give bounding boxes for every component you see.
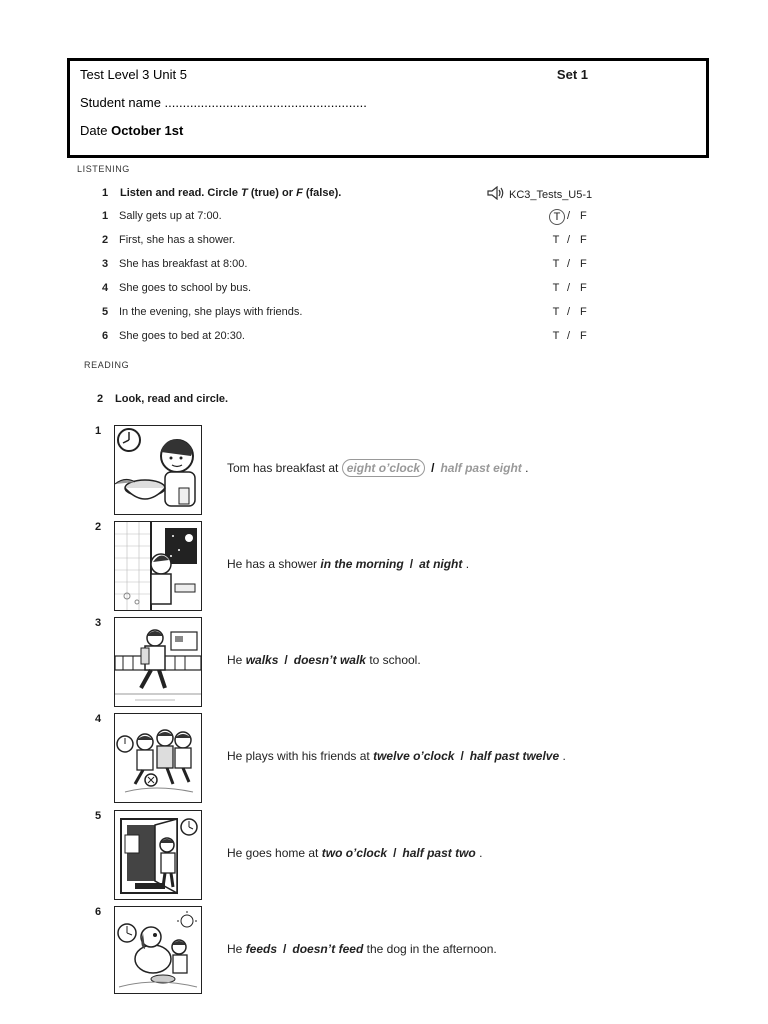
tf-separator: / [567, 234, 571, 246]
instruction-part: (false). [302, 187, 342, 199]
reading-item [95, 521, 655, 613]
true-option[interactable]: T [552, 306, 560, 318]
tf-separator: / [567, 306, 571, 318]
tf-separator: / [567, 258, 571, 270]
item-number: 1 [95, 425, 102, 437]
option-1[interactable]: walks [245, 653, 279, 667]
reading-sentence [227, 846, 482, 860]
option-1[interactable]: in the morning [320, 557, 404, 571]
tf-row [102, 234, 592, 250]
option-separator: / [431, 461, 435, 475]
item-number: 6 [95, 906, 102, 918]
option-separator: / [460, 749, 464, 763]
boy-eating-cereal-clock-image [114, 425, 202, 515]
reading-sentence [227, 942, 497, 956]
instruction-f: F [296, 187, 303, 199]
item-number: 4 [95, 713, 102, 725]
option-separator: / [393, 846, 397, 860]
item-number: 2 [95, 521, 102, 533]
test-title: Test Level 3 Unit 5 [80, 67, 187, 82]
true-option[interactable]: T [552, 258, 560, 270]
audio-track[interactable] [487, 186, 592, 203]
audio-file-label: KC3_Tests_U5-1 [509, 188, 593, 201]
instruction-part: Listen and read. Circle [120, 187, 242, 199]
speaker-icon [487, 186, 505, 203]
sentence-text: . [465, 557, 470, 571]
tf-row [102, 258, 592, 274]
tf-row [102, 306, 592, 322]
tf-statement: She goes to bed at 20:30. [119, 330, 245, 342]
tf-statement: She goes to school by bus. [119, 282, 252, 294]
sentence-text: . [479, 846, 483, 860]
header-box [67, 58, 709, 158]
option-separator: / [283, 942, 287, 956]
boy-walking-to-school-image [114, 617, 202, 707]
reading-sentence [227, 461, 528, 475]
tf-separator: / [567, 282, 571, 294]
date-line [80, 123, 183, 138]
option-2[interactable]: at night [419, 557, 463, 571]
false-option[interactable]: F [580, 306, 587, 318]
tf-number: 6 [102, 330, 109, 342]
listening-number: 1 [102, 187, 109, 199]
sentence-text: . [562, 749, 566, 763]
option-2[interactable]: half past eight [440, 461, 522, 475]
tf-number: 1 [102, 210, 109, 222]
item-number: 3 [95, 617, 102, 629]
option-separator: / [284, 653, 288, 667]
option-1[interactable]: twelve o’clock [373, 749, 455, 763]
sentence-text: to school. [369, 653, 421, 667]
tf-row [102, 210, 592, 226]
tf-statement: She has breakfast at 8:00. [119, 258, 248, 270]
false-option[interactable]: F [580, 330, 587, 342]
boy-shower-night-image [114, 521, 202, 611]
item-number: 5 [95, 810, 102, 822]
reading-sentence [227, 749, 566, 763]
option-1[interactable]: two o’clock [321, 846, 388, 860]
boys-playing-football-image [114, 713, 202, 803]
reading-item [95, 906, 655, 998]
listening-section-title: LISTENING [77, 164, 130, 174]
sentence-text: He [227, 942, 243, 956]
sentence-text: Tom has breakfast at [227, 461, 339, 475]
reading-sentence [227, 653, 421, 667]
tf-separator: / [567, 330, 571, 342]
tf-statement: First, she has a shower. [119, 234, 236, 246]
option-2[interactable]: doesn’t walk [293, 653, 366, 667]
instruction-part: (true) or [247, 187, 297, 199]
reading-number: 2 [97, 393, 104, 405]
true-option[interactable]: T [552, 234, 560, 246]
reading-item [95, 713, 655, 805]
listening-instruction [102, 187, 341, 199]
option-2[interactable]: doesn’t feed [292, 942, 364, 956]
option-2[interactable]: half past two [402, 846, 476, 860]
false-option[interactable]: F [580, 282, 587, 294]
false-option[interactable]: F [580, 234, 587, 246]
instruction-t: T [241, 187, 248, 199]
sentence-text: He plays with his friends at [227, 749, 370, 763]
reading-item [95, 617, 655, 709]
reading-item [95, 425, 655, 517]
instruction-text: Look, read and circle. [115, 393, 229, 405]
option-1[interactable]: feeds [245, 942, 278, 956]
tf-statement: Sally gets up at 7:00. [119, 210, 222, 222]
tf-number: 3 [102, 258, 109, 270]
option-2[interactable]: half past twelve [469, 749, 560, 763]
tf-number: 4 [102, 282, 109, 294]
reading-section-title: READING [84, 360, 130, 370]
sentence-text: He has a shower [227, 557, 318, 571]
sentence-text: . [525, 461, 529, 475]
sentence-text: He goes home at [227, 846, 319, 860]
boy-at-front-door-image [114, 810, 202, 900]
date-value: October 1st [111, 123, 184, 138]
true-option[interactable]: T [549, 209, 565, 225]
tf-number: 5 [102, 306, 109, 318]
tf-row [102, 282, 592, 298]
date-label: Date [80, 123, 108, 138]
tf-statement: In the evening, she plays with friends. [119, 306, 303, 318]
false-option[interactable]: F [580, 258, 587, 270]
option-1[interactable]: eight o’clock [342, 459, 425, 477]
true-option[interactable]: T [552, 282, 560, 294]
reading-item [95, 810, 655, 902]
reading-instruction [97, 393, 228, 405]
tf-separator: / [567, 210, 571, 222]
sentence-text: the dog in the afternoon. [366, 942, 497, 956]
true-option[interactable]: T [552, 330, 560, 342]
sentence-text: He [227, 653, 243, 667]
tf-number: 2 [102, 234, 109, 246]
reading-sentence [227, 557, 469, 571]
boy-feeding-dog-image [114, 906, 202, 994]
student-name-line: Student name ........................................................ [80, 95, 367, 110]
set-label: Set 1 [556, 67, 588, 82]
tf-row [102, 330, 592, 346]
false-option[interactable]: F [580, 210, 587, 222]
option-separator: / [409, 557, 414, 571]
